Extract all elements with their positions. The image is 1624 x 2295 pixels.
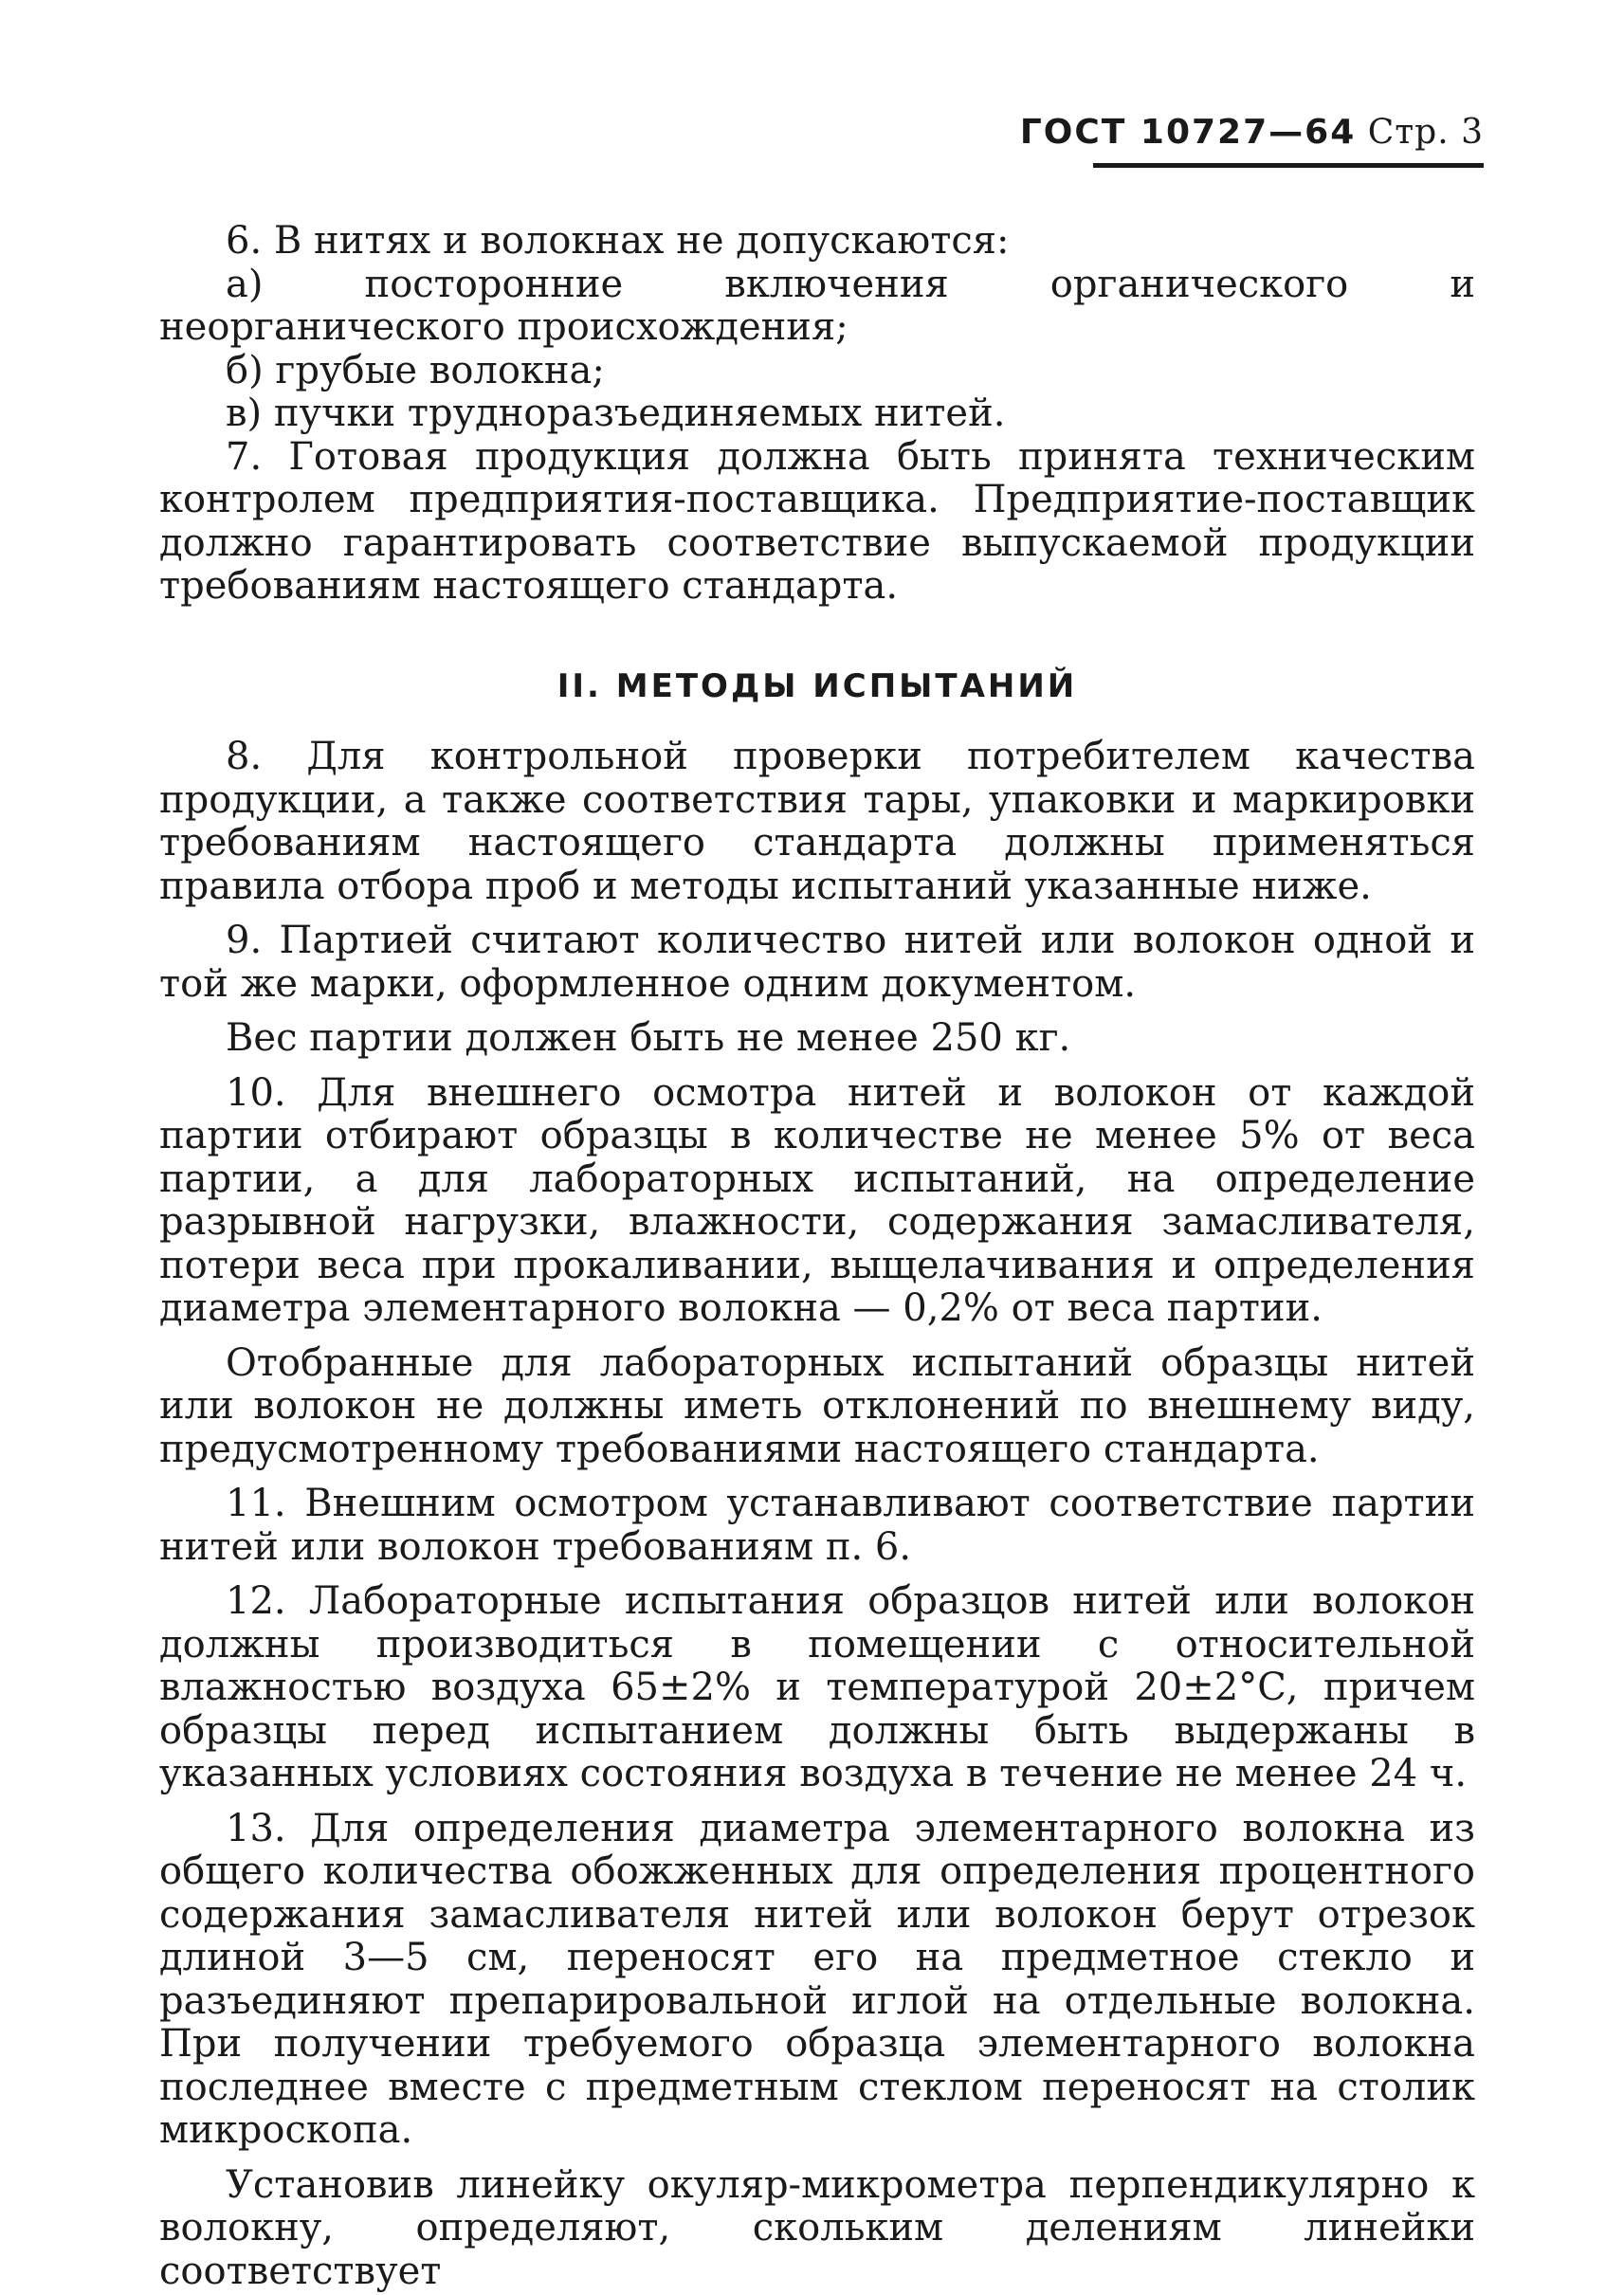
paragraph-6c: в) пучки трудноразъединяемых нитей. (226, 392, 1006, 435)
paragraph-6b: б) грубые волокна; (226, 348, 605, 392)
paragraph-8: 8. Для контрольной проверки потребителем качества продукции, а также соответствия тары, упаковки и маркировки требованиям настоящего стандарта должны применяться правила отбора проб и методы испытаний указанные ниже. (159, 735, 1475, 908)
paragraph-13-micrometer: Установив линейку окуляр-микрометра перпендикулярно к волокну, определяют, скольким делениям линейки соответствует (159, 2162, 1475, 2293)
paragraph-11: 11. Внешним осмотром устанавливают соответствие партии нитей или волокон требованиям п. 6. (159, 1482, 1475, 1569)
paragraph-6: 6. В нитях и волокнах не допускаются: (226, 219, 1010, 263)
paragraph-12: 12. Лабораторные испытания образцов нитей или волокон должны производиться в помещении с относительной влажностью воздуха 65±2% и температурой 20±2°С, причем образцы перед испытанием должны быть выдержаны в указанных условиях состояния воздуха в течение не менее 24 ч. (159, 1579, 1475, 1795)
page-header (1020, 112, 1484, 154)
paragraph-10: 10. Для внешнего осмотра нитей и волокон от каждой партии отбирают образцы в количестве не менее 5% от веса партии, а для лабораторных испытаний, на определение разрывной нагрузки, влажности, содержания замасливателя, потери веса при прокаливании, выщелачивания и определения диаметра элементарного волокна — 0,2% от веса партии. (159, 1070, 1475, 1330)
requirements-block (159, 220, 1475, 609)
page-number: Стр. 3 (1367, 113, 1484, 152)
paragraph-10-samples: Отобранные для лабораторных испытаний образцы нитей или волокон не должны иметь отклонений по внешнему виду, предусмотренному требованиями настоящего стандарта. (159, 1340, 1475, 1471)
header-rule (1093, 163, 1484, 168)
standard-number: ГОСТ 10727—64 (1019, 113, 1357, 152)
section-title: II. МЕТОДЫ ИСПЫТАНИЙ (557, 667, 1078, 705)
paragraph-13: 13. Для определения диаметра элементарного волокна из общего количества обожженных для определения процентного содержания замасливателя нитей или волокон берут отрезок длиной 3—5 см, переносят его на предметное стекло и разъединяют препарировальной иглой на отдельные волокна. При получении требуемого образца элементарного волокна последнее вместе с предметным стеклом переносят на столик микроскопа. (159, 1806, 1475, 2152)
paragraph-9: 9. Партией считают количество нитей или волокон одной и той же марки, оформленное одним документом. (159, 919, 1475, 1006)
methods-block (159, 736, 1475, 2293)
paragraph-7: 7. Готовая продукция должна быть принята техническим контролем предприятия-поставщика. Предприятие-поставщик должно гарантировать соответствие выпускаемой продукции требованиям настоящего стандарта. (159, 434, 1475, 608)
paragraph-9-weight: Вес партии должен быть не менее 250 кг. (226, 1016, 1071, 1060)
paragraph-6a: а) посторонние включения органического и неорганического происхождения; (159, 262, 1475, 349)
